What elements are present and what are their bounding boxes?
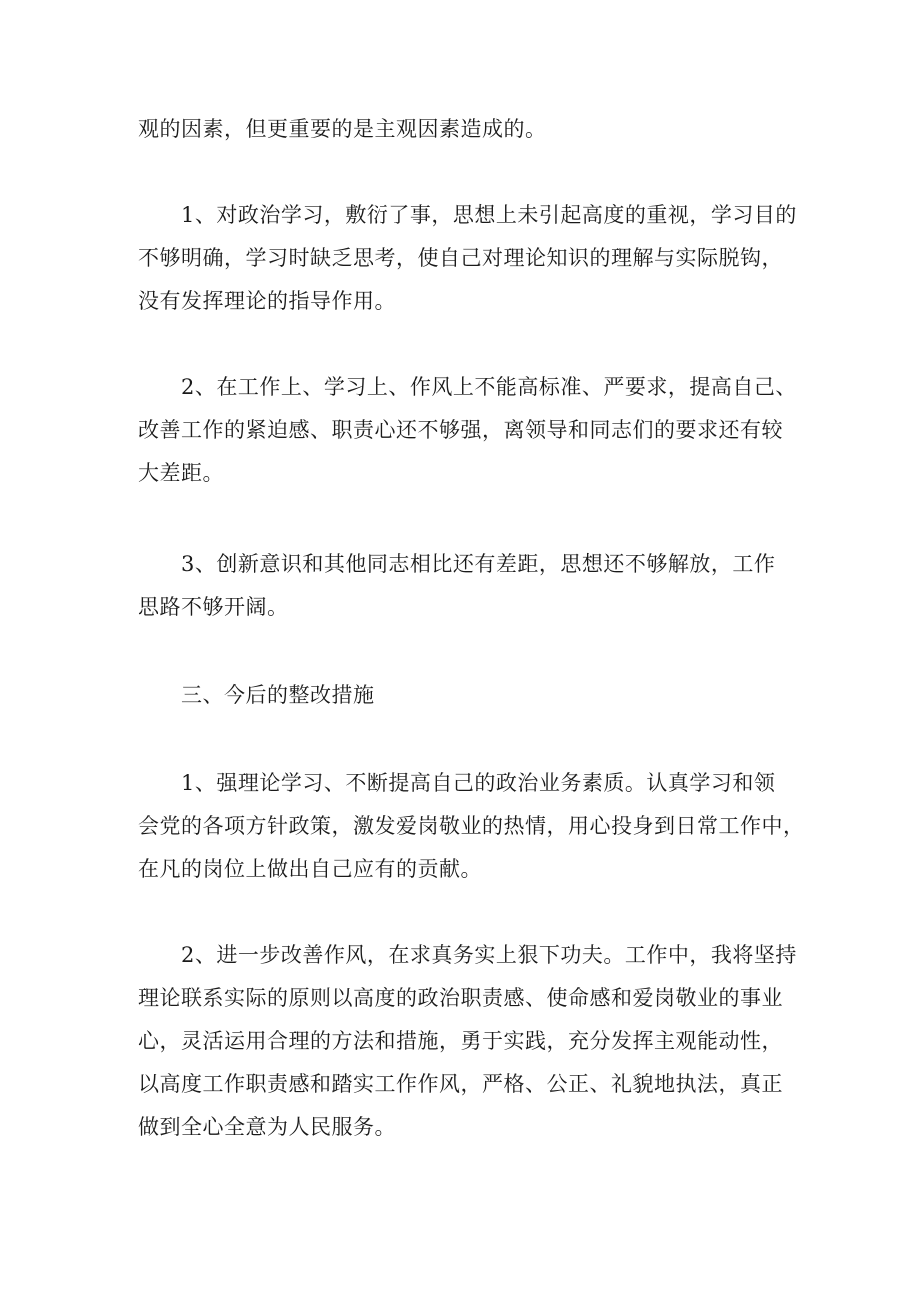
text-line: 1、对政治学习，敷衍了事，思想上未引起高度的重视，学习目的 (138, 203, 797, 227)
text-line: 2、进一步改善作风，在求真务实上狠下功夫。工作中，我将坚持 (138, 943, 797, 967)
text-line: 3、创新意识和其他同志相比还有差距，思想还不够解放，工作 (138, 552, 776, 576)
text-line: 观的因素，但更重要的是主观因素造成的。 (138, 117, 547, 141)
text-line: 没有发挥理论的指导作用。 (138, 289, 396, 313)
text-line: 不够明确，学习时缺乏思考，使自己对理论知识的理解与实际脱钩， (138, 246, 783, 270)
text-line: 以高度工作职责感和踏实工作作风，严格、公正、礼貌地执法，真正 (138, 1072, 783, 1096)
text-line: 1、强理论学习、不断提高自己的政治业务素质。认真学习和领 (138, 771, 776, 795)
text-line: 会党的各项方针政策，激发爱岗敬业的热情，用心投身到日常工作中， (138, 814, 805, 838)
paragraph-intro-continuation (138, 108, 798, 151)
paragraph-issue-3 (138, 543, 798, 629)
text-line: 在凡的岗位上做出自己应有的贡献。 (138, 857, 482, 881)
section-heading-rectification (138, 674, 798, 717)
paragraph-issue-2 (138, 366, 798, 495)
text-line: 改善工作的紧迫感、职责心还不够强，离领导和同志们的要求还有较 (138, 418, 783, 442)
paragraph-measure-2 (138, 934, 798, 1149)
text-line: 大差距。 (138, 461, 224, 485)
text-line: 心，灵活运用合理的方法和措施，勇于实践，充分发挥主观能动性， (138, 1029, 783, 1053)
text-line: 2、在工作上、学习上、作风上不能高标准、严要求，提高自己、 (138, 375, 797, 399)
text-line: 思路不够开阔。 (138, 595, 289, 619)
text-line: 理论联系实际的原则以高度的政治职责感、使命感和爱岗敬业的事业 (138, 986, 783, 1010)
paragraph-issue-1 (138, 194, 798, 323)
text-line: 三、今后的整改措施 (138, 683, 375, 707)
paragraph-measure-1 (138, 762, 805, 891)
text-line: 做到全心全意为人民服务。 (138, 1115, 396, 1139)
